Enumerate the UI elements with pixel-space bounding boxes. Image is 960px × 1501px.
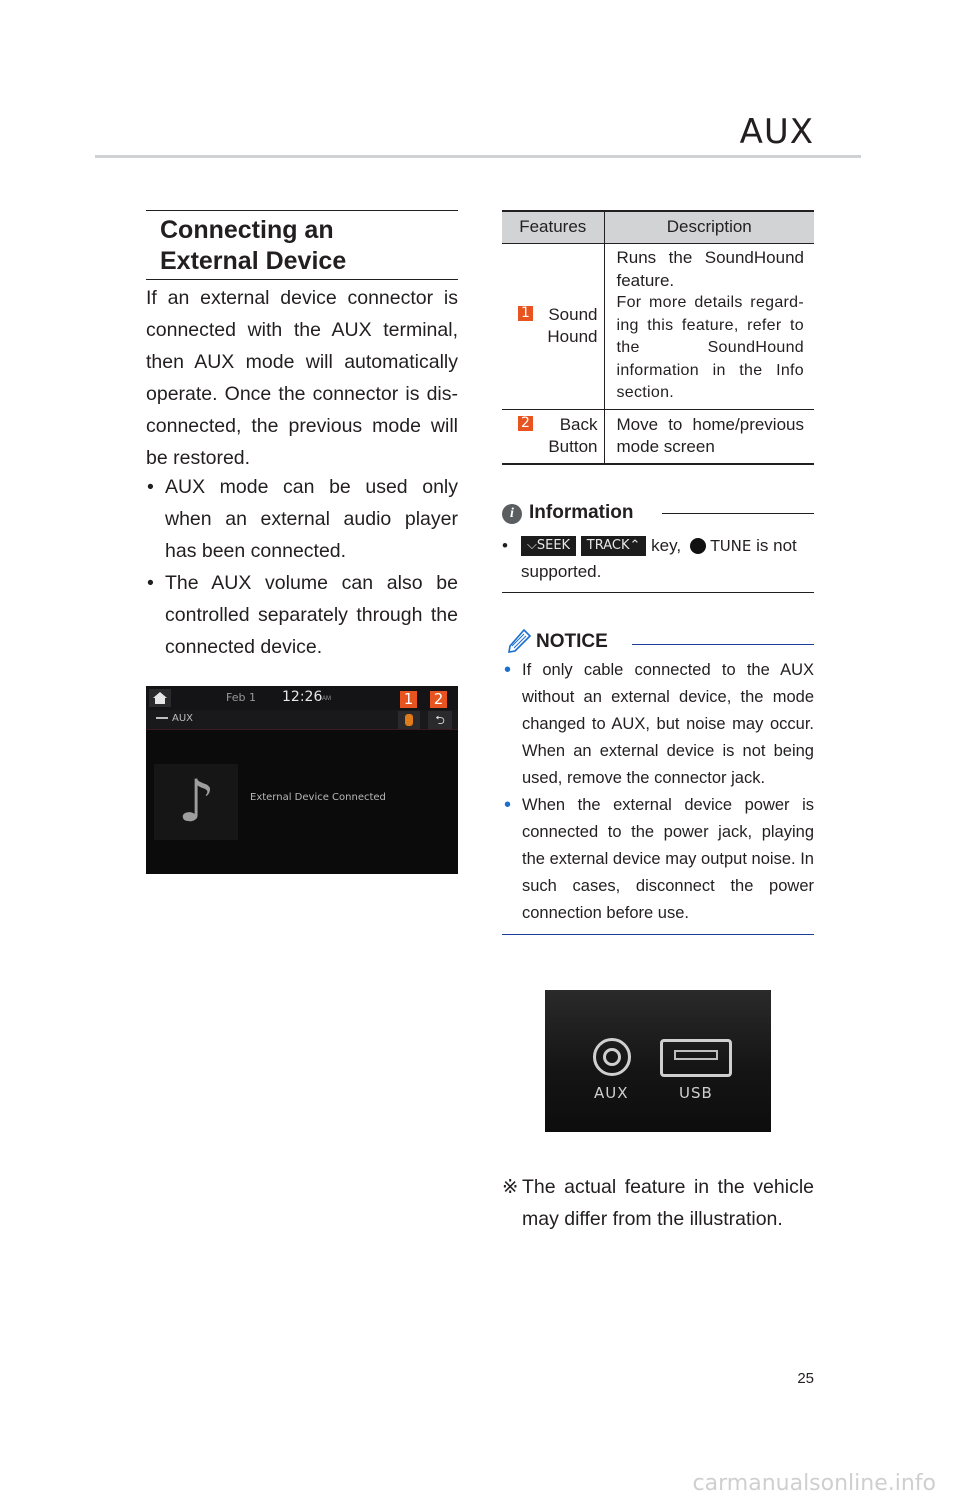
section-heading-line1: Connecting an	[160, 216, 334, 244]
notice-rule	[632, 644, 814, 645]
info-icon: i	[502, 504, 522, 524]
notice-title: NOTICE	[536, 631, 608, 652]
info-text-rest: is not supported.	[521, 536, 797, 581]
table-header-features: Features	[502, 211, 604, 243]
information-rule	[662, 513, 814, 514]
back-button: ⮌	[428, 711, 452, 729]
feature-description: Runs the SoundHound feature.	[616, 248, 804, 290]
row-badge: 2	[518, 416, 533, 431]
screen-ampm: AM	[322, 696, 331, 702]
information-title: Information	[529, 502, 634, 523]
section-heading	[146, 210, 458, 280]
section-bullets	[146, 471, 458, 663]
screen-mode-label: AUX	[172, 713, 194, 724]
home-button	[149, 689, 171, 707]
track-key: TRACK⌃	[581, 536, 647, 556]
aux-jack-icon	[593, 1038, 631, 1076]
reference-mark: ※	[502, 1176, 519, 1198]
header-divider	[95, 155, 861, 158]
soundhound-button	[398, 711, 420, 729]
feature-description: Move to home/previous mode screen	[616, 414, 804, 457]
row-badge: 1	[518, 306, 533, 321]
tune-label: TUNE	[710, 537, 752, 555]
seek-key: ⌵SEEK	[521, 536, 576, 556]
feature-name-line2: Hound	[547, 327, 598, 346]
info-text-key: key,	[651, 536, 682, 555]
music-note-icon: ♪	[178, 767, 216, 835]
features-table	[502, 210, 814, 465]
page-number: 25	[797, 1370, 814, 1387]
illustration-caption	[502, 1171, 814, 1235]
usb-port-icon	[660, 1039, 732, 1077]
home-icon	[153, 692, 167, 704]
pencil-icon	[506, 628, 532, 654]
usb-port-label: USB	[679, 1084, 713, 1102]
screen-message: External Device Connected	[250, 792, 386, 803]
section-heading-line2: External Device	[160, 247, 347, 275]
aux-plug-icon	[156, 717, 168, 721]
caption-text: The actual feature in the vehicle may differ from the illustration.	[522, 1176, 814, 1230]
feature-name: Sound	[548, 305, 598, 324]
tune-knob-icon	[690, 538, 706, 554]
soundhound-icon	[405, 714, 413, 726]
screen-date: Feb 1	[226, 691, 256, 704]
callout-badge-1: 1	[400, 691, 417, 708]
notice-list	[502, 657, 814, 927]
feature-name-line2: Button	[548, 437, 598, 457]
page-header-title: AUX	[739, 112, 814, 152]
information-body: • ⌵SEEK TRACK⌃ key, TUNE is not supported.	[502, 536, 797, 581]
information-bottom-rule	[502, 592, 814, 593]
callout-badge-2: 2	[430, 691, 447, 708]
aux-screen-illustration	[146, 686, 458, 874]
table-row	[502, 243, 814, 409]
table-header-description: Description	[604, 211, 814, 243]
aux-port-label: AUX	[594, 1084, 629, 1102]
notice-item: • When the external device power is connected to the power jack, playing the external device may output noise. In such cases, disconnect the power connection before use.	[502, 792, 814, 927]
ports-photo	[545, 990, 771, 1132]
notice-bottom-rule	[502, 934, 814, 935]
feature-description-more: For more details regard-ing this feature, refer to the SoundHound information in the Info section.	[616, 294, 804, 402]
notice-item: • If only cable connected to the AUX without an external device, the mode changed to AUX, but noise may occur. When an external device is not being used, remove the connector jack.	[502, 657, 814, 792]
notice-header	[502, 628, 814, 656]
bullet-item: • The AUX volume can also be controlled separately through the connected device.	[146, 567, 458, 663]
watermark: carmanualsonline.info	[692, 1471, 936, 1496]
section-body: If an external device connector is connected with the AUX terminal, then AUX mode will automatically operate. Once the connector is dis-connected, the previous mode will be restored.	[146, 287, 458, 469]
feature-name: Back	[559, 415, 598, 435]
screen-time: 12:26	[282, 689, 323, 705]
information-header	[502, 500, 814, 526]
table-row	[502, 409, 814, 464]
bullet-item: • AUX mode can be used only when an external audio player has been connected.	[146, 471, 458, 567]
